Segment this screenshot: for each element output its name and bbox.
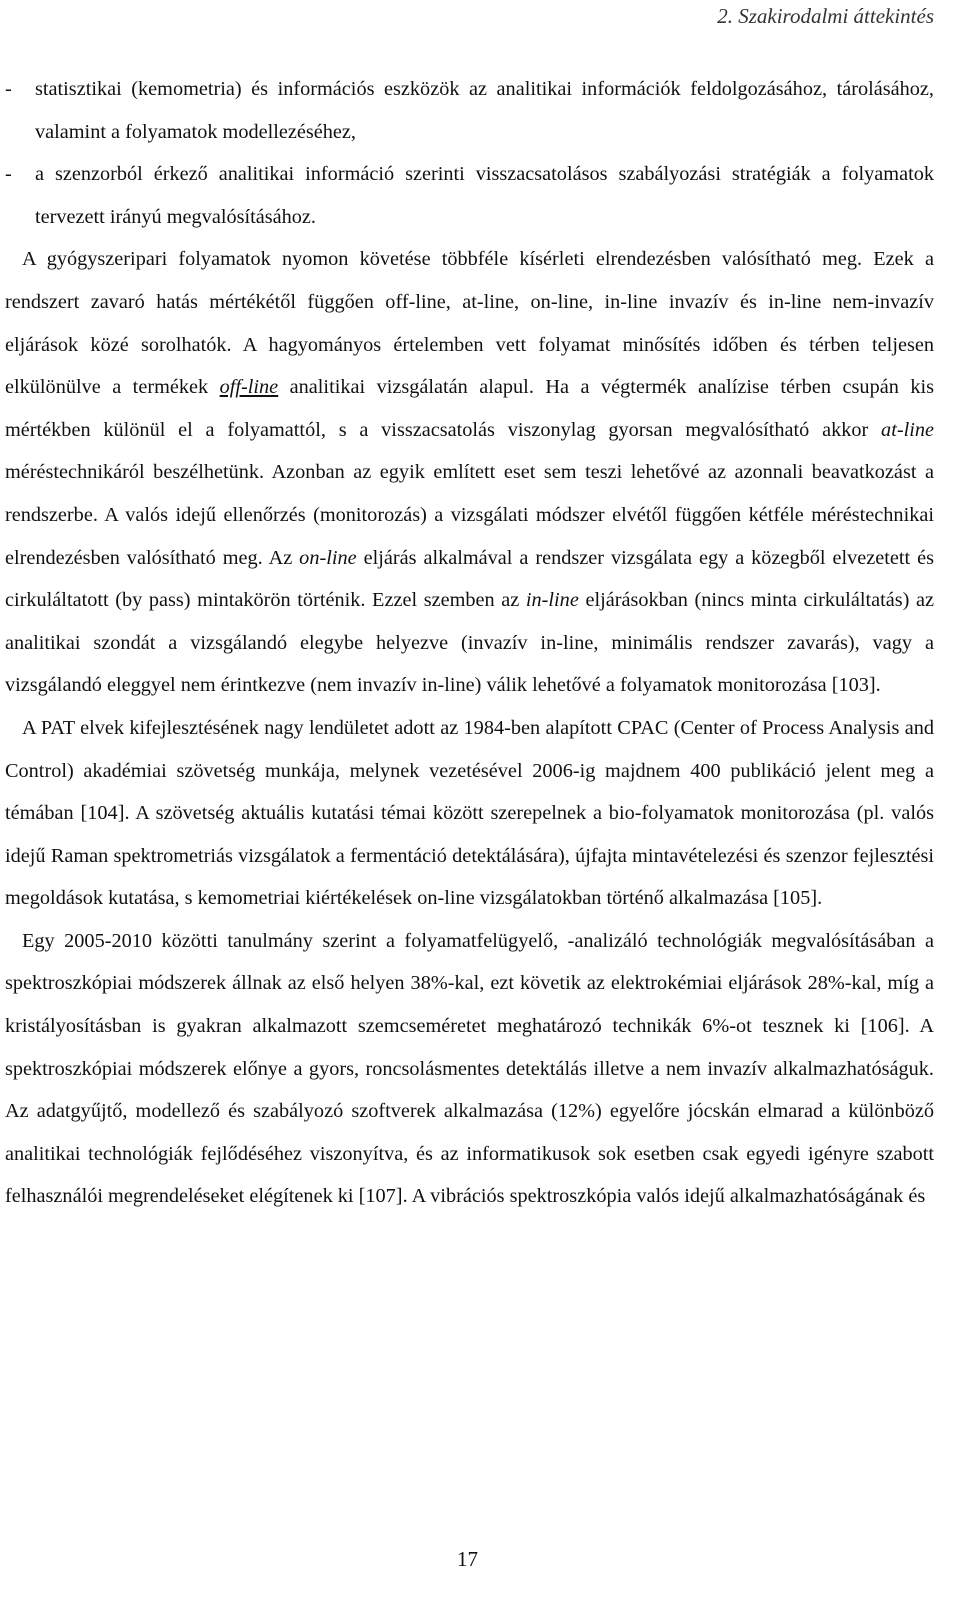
list-item bbox=[5, 68, 934, 153]
term-off-line: off-line bbox=[219, 376, 279, 399]
list-item bbox=[5, 153, 934, 238]
list-item-text: statisztikai (kemometria) és információs eszközök az analitikai információk feldolgozásához, tárolásához, valamint a folyamatok modellezéséhez, bbox=[35, 78, 934, 143]
page-number: 17 bbox=[457, 1547, 478, 1571]
term-at-line: at-line bbox=[881, 418, 934, 441]
list-bullet: - bbox=[5, 163, 12, 186]
document-body bbox=[5, 68, 934, 1218]
list-bullet: - bbox=[5, 78, 12, 100]
term-on-line: on-line bbox=[299, 546, 357, 569]
chapter-header: 2. Szakirodalmi áttekintés bbox=[717, 4, 934, 28]
paragraph-monitoring-methods: A gyógyszeripari folyamatok nyomon követése többféle kísérleti elrendezésben valósítható meg. Ezek a rendszert zavaró hatás mértékétől függően off-line, at-line, on-line, in-line invazív és in-line nem-invazív eljárások közé sorolhatók. A hagyományos értelemben vett folyamat minősítés időben és térben teljesen elkülönülve a termékek off-line analitikai vizsgálatán alapul. Ha a végtermék analízise térben csupán kis mértékben különül el a folyamattól, s a visszacsatolás viszonylag gyorsan megvalósítható akkor at-line méréstechnikáról beszélhetünk. Azonban az egyik említett eset sem teszi lehetővé az azonnali beavatkozást a rendszerbe. A valós idejű ellenőrzés (monitorozás) a vizsgálati módszer elvétől függően kétféle méréstechnikai elrendezésben valósítható meg. Az on-line eljárás alkalmával a rendszer vizsgálata egy a közegből elvezetett és cirkuláltatott (by pass) mintakörön történik. Ezzel szemben az in-line eljárásokban (nincs minta cirkuláltatás) az analitikai szondát a vizsgálandó elegybe helyezve (invazív in-line, minimális rendszer zavarás), vagy a vizsgálandó eleggyel nem érintkezve (nem invazív in-line) válik lehetővé a folyamatok monitorozása [103]. bbox=[5, 248, 934, 697]
list-item-text: a szenzorból érkező analitikai információ szerinti visszacsatolásos szabályozási stratégiák a folyamatok tervezett irányú megvalósításához. bbox=[35, 163, 934, 228]
paragraph-study-2005-2010: Egy 2005-2010 közötti tanulmány szerint a folyamatfelügyelő, -analizáló technológiák megvalósításában a spektroszkópiai módszerek állnak az első helyen 38%-kal, ezt követik az elektrokémiai eljárások 28%-kal, míg a kristályosításban is gyakran alkalmazott szemcseméretet meghatározó technikák 6%-ot tesznek ki [106]. A spektroszkópiai módszerek előnye a gyors, roncsolásmentes detektálás illetve a nem invazív alkalmazhatóságuk. Az adatgyűjtő, modellező és szabályozó szoftverek alkalmazása (12%) egyelőre jócskán elmarad a különböző analitikai technológiák fejlődéséhez viszonyítva, és az informatikusok sok esetben csak egyedi igényre szabott felhasználói megrendeléseket elégítenek ki [107]. A vibrációs spektroszkópia valós idejű alkalmazhatóságának és bbox=[5, 929, 934, 1208]
paragraph-cpac: A PAT elvek kifejlesztésének nagy lendületet adott az 1984-ben alapított CPAC (Center of Process Analysis and Control) akadémiai szövetség munkája, melynek vezetésével 2006-ig majdnem 400 publikáció jelent meg a témában [104]. A szövetség aktuális kutatási témai között szerepelnek a bio-folyamatok monitorozása (pl. valós idejű Raman spektrometriás vizsgálatok a fermentáció detektálására), újfajta mintavételezési és szenzor fejlesztési megoldások kutatása, s kemometriai kiértékelések on-line vizsgálatokban történő alkalmazása [105]. bbox=[5, 716, 934, 910]
term-in-line: in-line bbox=[525, 589, 579, 612]
